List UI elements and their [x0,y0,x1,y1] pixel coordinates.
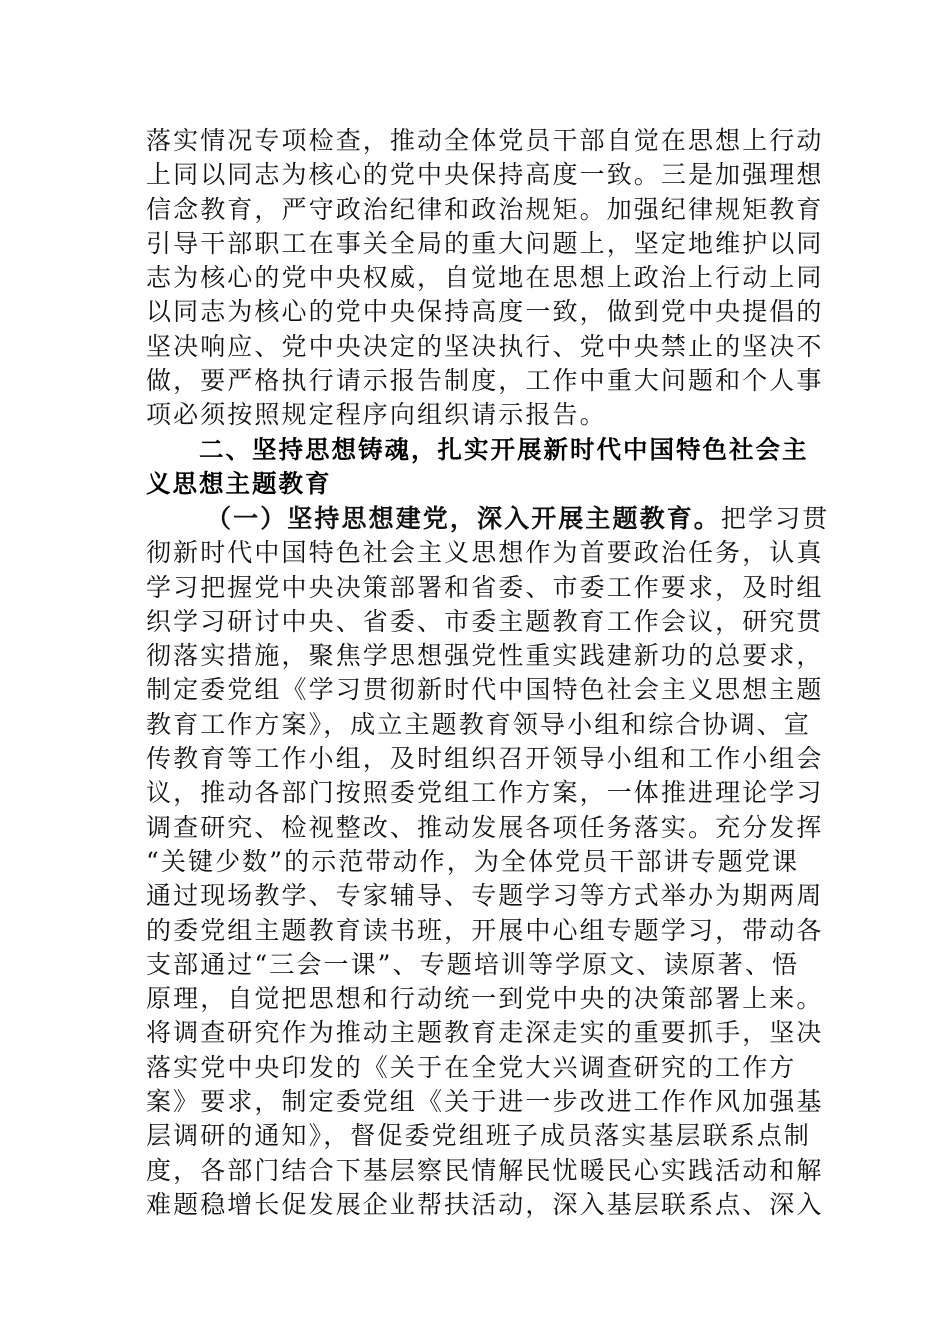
text-line: 议，推动各部门按照委党组工作方案，一体推进理论学习 [146,778,824,808]
text-line: 信念教育，严守政治纪律和政治规矩。加强纪律规矩教育 [146,194,824,224]
text-line: 难题稳增长促发展企业帮扶活动，深入基层联系点、深入 [146,1189,824,1219]
text-line: 制定委党组《学习贯彻新时代中国特色社会主义思想主题 [146,675,824,705]
text-line: 支部通过“三会一课”、专题培训等学原文、读原著、悟 [146,949,800,979]
text-line: 学习把握党中央决策部署和省委、市委工作要求，及时组 [146,572,824,602]
paragraph-continuation [146,124,824,433]
text-fragment: 把学习贯 [720,504,830,533]
paragraph-topic-education [146,502,830,1222]
text-line: 做，要严格执行请示报告制度，工作中重大问题和个人事 [146,366,824,396]
text-line: 项必须按照规定程序向组织请示报告。 [146,400,607,430]
text-line: 度，各部门结合下基层察民情解民忧暖民心实践活动和解 [146,1155,824,1185]
text-line-first [146,502,830,536]
text-line: 引导干部职工在事关全局的重大问题上，坚定地维护以同 [146,228,824,258]
text-line: 彻新时代中国特色社会主义思想作为首要政治任务，认真 [146,538,824,568]
heading-line: 义思想主题教育 [146,469,332,499]
text-line: 调查研究、检视整改、推动发展各项任务落实。充分发挥 [146,812,824,842]
text-line: 案》要求，制定委党组《关于进一步改进工作作风加强基 [146,1087,824,1117]
text-line: 志为核心的党中央权威，自觉地在思想上政治上行动上同 [146,263,824,293]
text-line: 彻落实措施，聚焦学思想强党性重实践建新功的总要求， [146,641,824,671]
heading-line: 二、坚持思想铸魂，扎实开展新时代中国特色社会主 [199,435,809,464]
text-line: 坚决响应、党中央决定的坚决执行、党中央禁止的坚决不 [146,331,824,361]
text-line: 将调查研究作为推动主题教育走深走实的重要抓手，坚决 [146,1018,824,1048]
text-line: 传教育等工作小组，及时组织召开领导小组和工作小组会 [146,744,824,774]
text-line: “关键少数”的示范带动作，为全体党员干部讲专题党课 [146,846,800,876]
text-line: 落实情况专项检查，推动全体党员干部自觉在思想上行动 [146,126,824,155]
text-line: 通过现场教学、专家辅导、专题学习等方式举办为期两周 [146,881,824,911]
text-line: 的委党组主题教育读书班，开展中心组专题学习，带动各 [146,915,824,945]
sub-heading: （一）坚持思想建党，深入开展主题教育。 [206,504,721,533]
text-line: 原理，自觉把思想和行动统一到党中央的决策部署上来。 [146,984,824,1014]
section-heading [146,433,809,502]
text-line: 教育工作方案》，成立主题教育领导小组和综合协调、宣 [146,709,812,739]
text-line: 织学习研讨中央、省委、市委主题教育工作会议，研究贯 [146,606,824,636]
text-line: 层调研的通知》，督促委党组班子成员落实基层联系点制 [146,1121,812,1151]
text-line: 以同志为核心的党中央保持高度一致，做到党中央提倡的 [146,297,824,327]
text-line: 上同以同志为核心的党中央保持高度一致。三是加强理想 [146,160,824,190]
text-line: 落实党中央印发的《关于在全党大兴调查研究的工作方 [146,1052,797,1082]
